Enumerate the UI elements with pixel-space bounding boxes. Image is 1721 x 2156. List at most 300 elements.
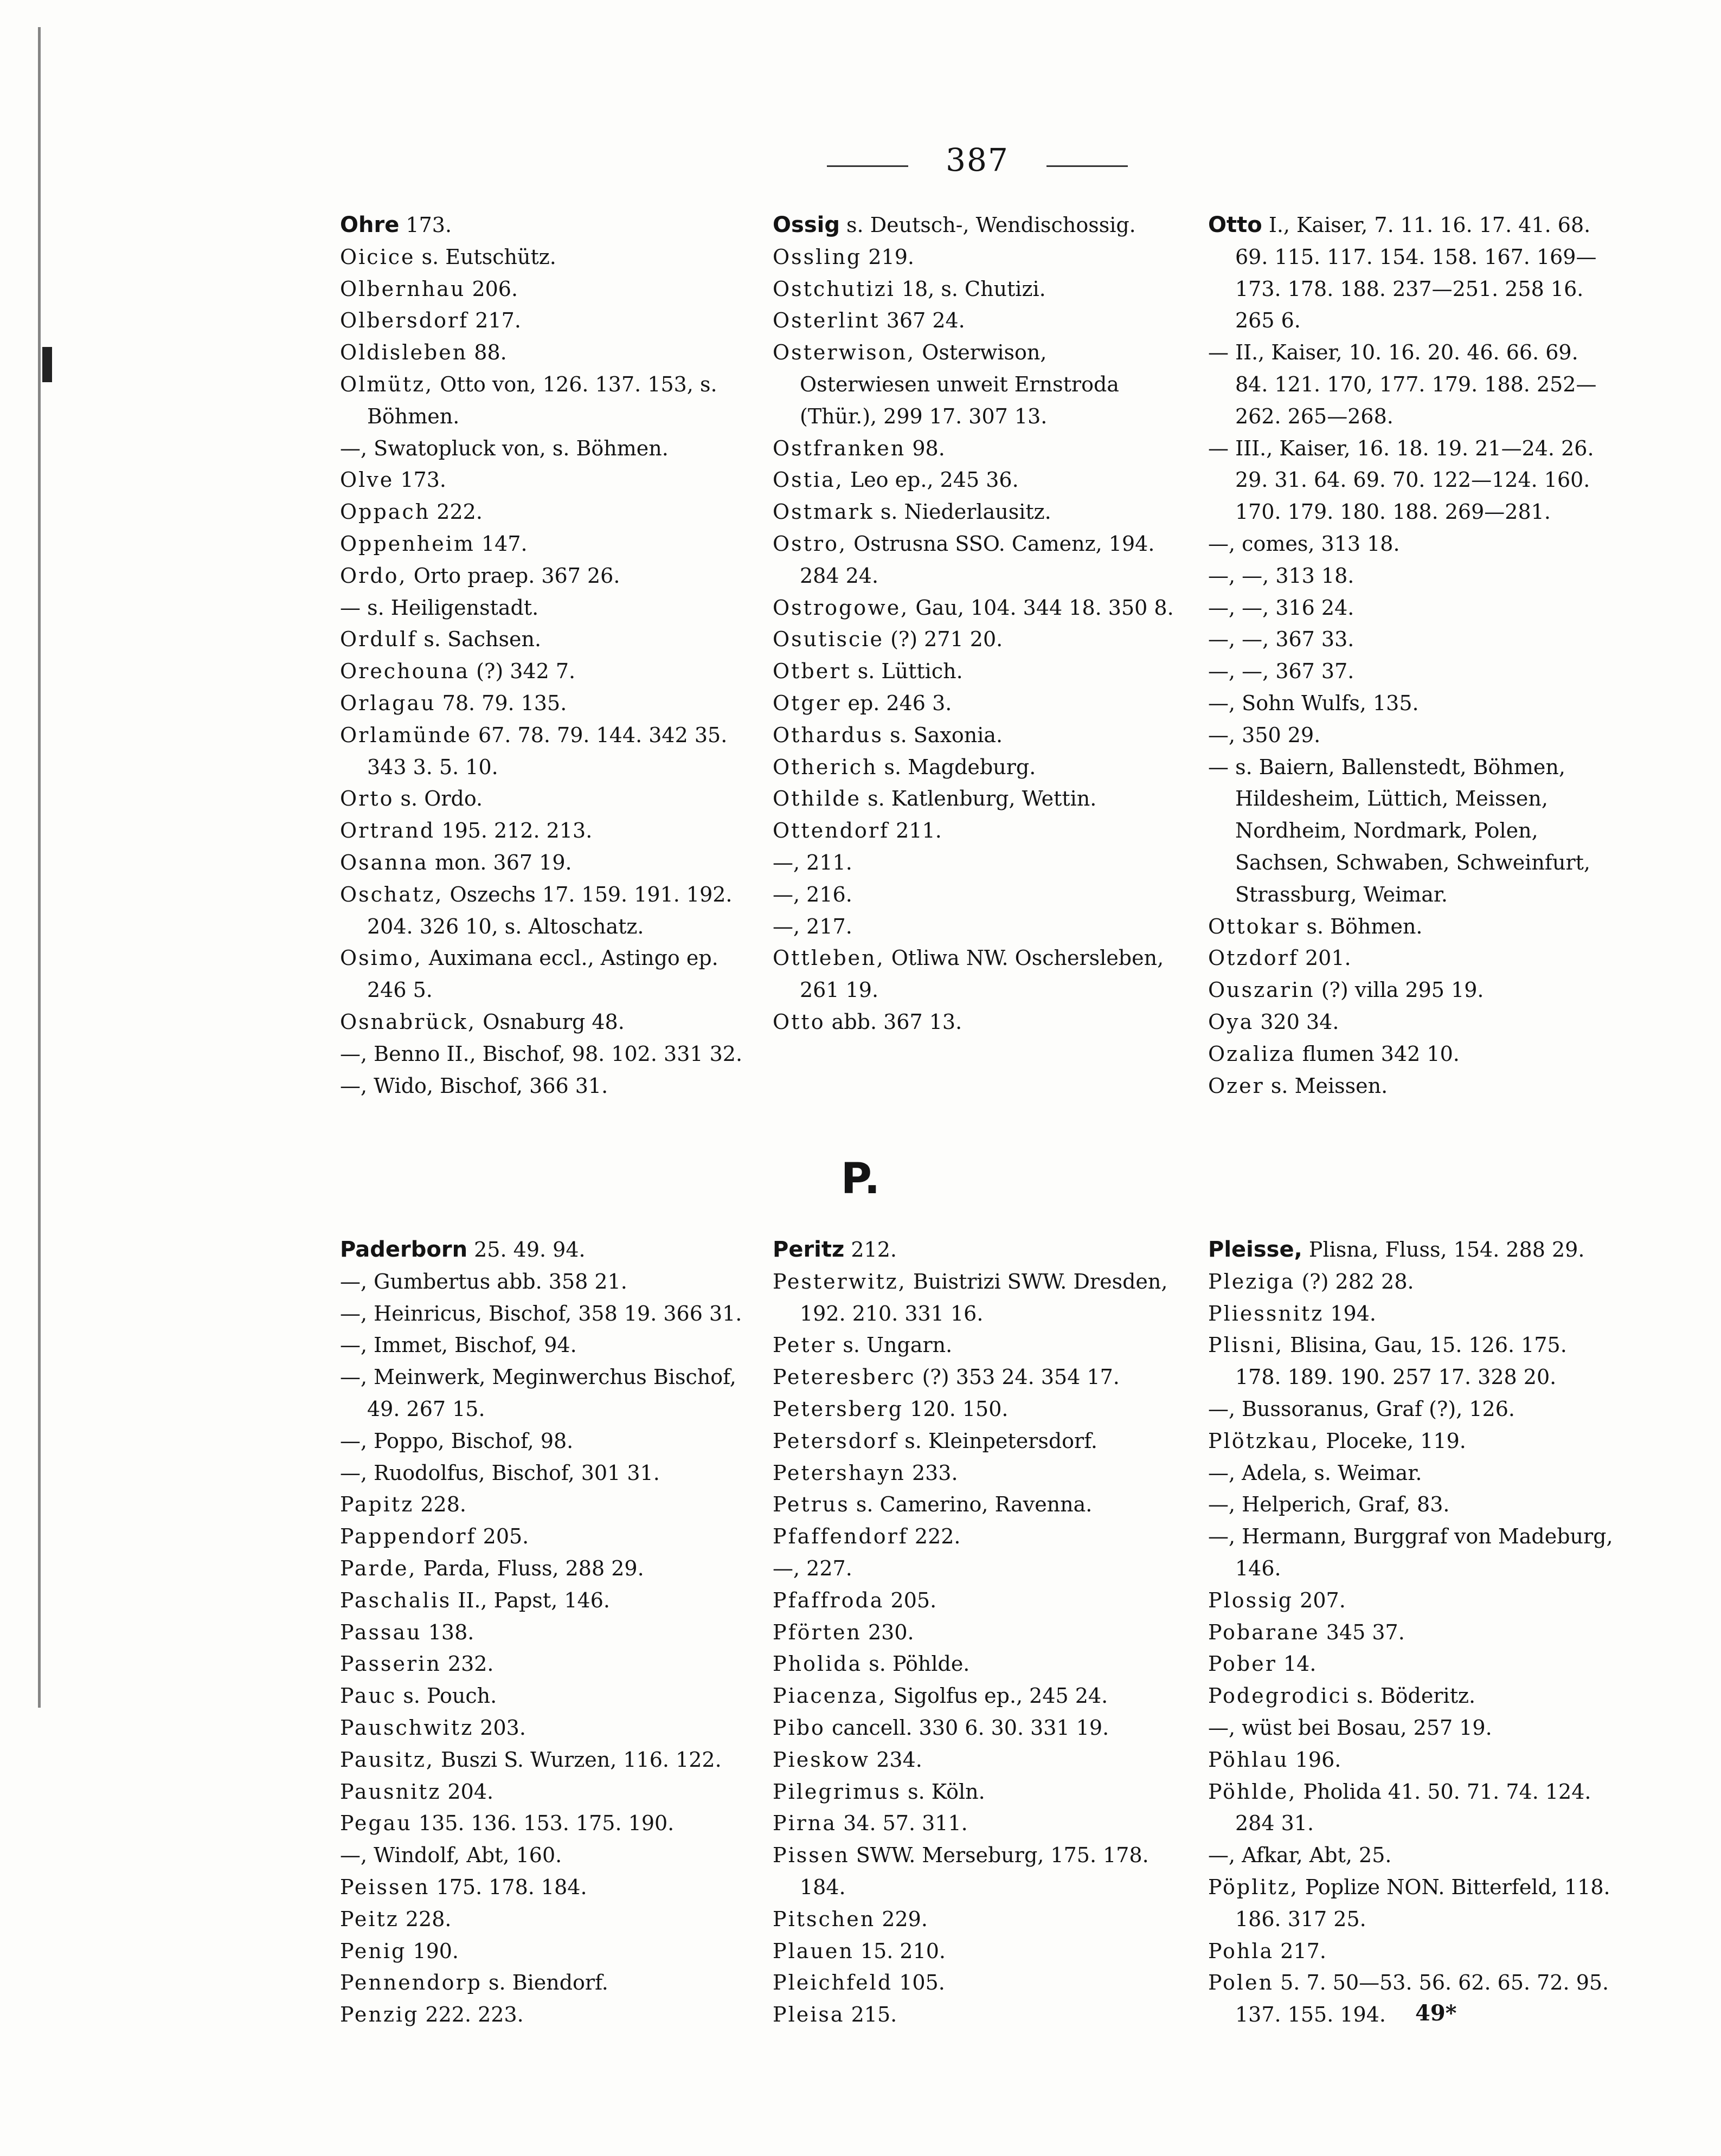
entry-text: Auximana eccl., Astingo ep. 246 5. <box>367 946 718 1002</box>
entry-headword: Peteresberc <box>773 1365 916 1389</box>
entry-text: —, 217. <box>773 914 852 938</box>
entry-headword: Podegrodici <box>1208 1684 1351 1708</box>
header-rule-left <box>827 165 908 167</box>
entry-headword: Olbersdorf <box>340 308 469 333</box>
entry-text: —, Ruodolfus, Bischof, 301 31. <box>340 1460 660 1485</box>
index-entry <box>773 1935 1182 1967</box>
entry-text: —, —, 367 33. <box>1208 627 1354 652</box>
entry-text: 234. <box>870 1747 922 1772</box>
entry-text: —, Sohn Wulfs, 135. <box>1208 691 1419 715</box>
index-entry <box>773 273 1182 305</box>
entry-headword: Peissen <box>340 1875 430 1899</box>
entry-headword: Otto <box>773 1009 825 1034</box>
index-entry <box>340 1489 749 1521</box>
entry-headword: Orto <box>340 787 394 811</box>
entry-text: s. Böderitz. <box>1350 1684 1476 1708</box>
entry-headword: Peitz <box>340 1907 399 1931</box>
entry-headword: Olbernhau <box>340 276 466 301</box>
entry-text: 219. <box>862 244 914 269</box>
entry-headword: Oppenheim <box>340 531 475 556</box>
entry-text: s. Lüttich. <box>851 659 963 684</box>
index-entry <box>773 1006 1182 1038</box>
entry-text: —, Poppo, Bischof, 98. <box>340 1428 574 1453</box>
entry-text: —, Benno II., Bischof, 98. 102. 331 32. <box>340 1041 743 1066</box>
entry-headword: Oschatz, <box>340 882 444 906</box>
index-entry <box>773 1807 1182 1839</box>
entry-text: —, comes, 313 18. <box>1208 531 1400 556</box>
entry-text: s. Katlenburg, Wettin. <box>861 787 1097 811</box>
entry-text: — III., Kaiser, 16. 18. 19. 21—24. 26. 29. 31. 64. 69. 70. 122—124. 160. 170. 179. 180. 188. 269—281. <box>1208 436 1594 524</box>
entry-headword: Pöhlde, <box>1208 1779 1297 1804</box>
index-entry <box>340 1680 749 1712</box>
index-entry <box>340 241 749 273</box>
entry-text: Osnaburg 48. <box>476 1009 625 1034</box>
entry-text: 78. 79. 135. <box>435 691 567 715</box>
index-entry <box>773 209 1182 241</box>
entry-text: Otliwa NW. Oschersleben, 261 19. <box>800 946 1164 1002</box>
index-entry <box>1208 1329 1617 1393</box>
index-column-3-bottom <box>1208 1234 1617 2031</box>
entry-text: (?) villa 295 19. <box>1314 978 1484 1002</box>
entry-headword: Osterlint <box>773 308 880 333</box>
index-entry <box>773 1617 1182 1649</box>
entry-text: Poplize NON. Bitterfeld, 118. 186. 317 25. <box>1235 1875 1610 1931</box>
index-entry <box>340 209 749 241</box>
entry-text: Plisna, Fluss, 154. 288 29. <box>1302 1238 1585 1262</box>
index-entry <box>1208 623 1617 655</box>
entry-text: Buszi S. Wurzen, 116. 122. <box>434 1747 722 1772</box>
entry-headword: Pesterwitz, <box>773 1269 907 1293</box>
entry-text: 207. <box>1293 1588 1346 1612</box>
index-entry <box>340 337 749 369</box>
index-entry <box>1208 1648 1617 1680</box>
index-entry <box>1208 1871 1617 1935</box>
index-entry <box>340 1521 749 1553</box>
entry-headword: Ossig <box>773 213 840 237</box>
index-entry <box>773 719 1182 751</box>
index-entry <box>1208 560 1617 592</box>
entry-text: Parda, Fluss, 288 29. <box>416 1556 644 1580</box>
index-entry <box>1208 751 1617 911</box>
entry-headword: Pförten <box>773 1620 862 1644</box>
index-entry <box>340 433 749 465</box>
index-entry <box>773 687 1182 719</box>
signature-mark: 49* <box>1415 2000 1457 2026</box>
entry-headword: Pibo <box>773 1715 825 1740</box>
index-entry <box>1208 1967 1617 2031</box>
entry-headword: Pappendorf <box>340 1524 477 1549</box>
index-entry <box>340 1457 749 1489</box>
entry-headword: Ostchutizi <box>773 276 895 301</box>
entry-text: 205. <box>476 1524 529 1549</box>
entry-headword: Orechouna <box>340 659 470 684</box>
entry-headword: Ohre <box>340 213 400 237</box>
entry-headword: Polen <box>1208 1971 1274 1995</box>
entry-text: s. Deutsch-, Wendischossig. <box>839 213 1136 237</box>
entry-text: mon. 367 19. <box>428 850 572 874</box>
entry-headword: Passerin <box>340 1652 441 1676</box>
binding-edge-mark <box>38 27 41 1708</box>
index-entry <box>773 337 1182 432</box>
entry-headword: Pleisa <box>773 2003 845 2027</box>
section-letter: P. <box>840 1155 881 1204</box>
index-entry <box>1208 1585 1617 1617</box>
index-entry <box>1208 433 1617 528</box>
index-entry <box>1208 528 1617 560</box>
index-entry <box>340 623 749 655</box>
index-entry <box>773 1266 1182 1330</box>
index-entry <box>340 1776 749 1808</box>
entry-text: s. Böhmen. <box>1300 914 1423 938</box>
entry-headword: Pfaffroda <box>773 1588 884 1612</box>
entry-text: II., Papst, 146. <box>451 1588 610 1612</box>
index-entry <box>340 273 749 305</box>
entry-text: s. Eutschütz. <box>415 244 556 269</box>
index-entry <box>340 369 749 433</box>
entry-headword: Paderborn <box>340 1237 468 1262</box>
entry-headword: Ostrogowe, <box>773 595 909 620</box>
entry-text: I., Kaiser, 7. 11. 16. 17. 41. 68. 69. 115. 117. 154. 158. 167. 169—173. 178. 188. 237—251. 258 16. 265 6. <box>1235 213 1597 333</box>
index-entry <box>1208 1839 1617 1871</box>
index-entry <box>773 847 1182 879</box>
index-entry <box>1208 1521 1617 1585</box>
entry-headword: Pöplitz, <box>1208 1875 1299 1899</box>
entry-text: —, Meinwerk, Meginwerchus Bischof, 49. 267 15. <box>340 1365 736 1421</box>
index-entry <box>1208 1070 1617 1102</box>
entry-text: 14. <box>1276 1652 1317 1676</box>
index-entry <box>773 911 1182 943</box>
index-entry <box>340 1807 749 1839</box>
entry-headword: Oldisleben <box>340 340 468 365</box>
entry-text: 205. <box>884 1588 937 1612</box>
entry-text: Ploceke, 119. <box>1319 1428 1466 1453</box>
index-entry <box>1208 1489 1617 1521</box>
index-entry <box>1208 1457 1617 1489</box>
index-column-1-bottom <box>340 1234 749 2031</box>
index-entry <box>1208 592 1617 624</box>
entry-headword: Petrus <box>773 1492 850 1517</box>
index-entry <box>340 1553 749 1585</box>
index-entry <box>773 942 1182 1006</box>
index-entry <box>340 1744 749 1776</box>
entry-headword: Plauen <box>773 1939 854 1963</box>
index-entry <box>340 1999 749 2031</box>
index-entry <box>773 1553 1182 1585</box>
entry-text: 217. <box>1274 1939 1326 1963</box>
entry-headword: Peter <box>773 1333 837 1357</box>
entry-headword: Ostro, <box>773 531 847 556</box>
entry-text: 233. <box>905 1460 958 1485</box>
entry-text: 135. 136. 153. 175. 190. <box>412 1811 675 1836</box>
index-entry <box>773 1329 1182 1361</box>
entry-text: 15. 210. <box>853 1939 946 1963</box>
entry-text: —, Afkar, Abt, 25. <box>1208 1843 1392 1868</box>
entry-text: 18, s. Chutizi. <box>895 276 1046 301</box>
index-entry <box>1208 719 1617 751</box>
entry-text: —, —, 316 24. <box>1208 595 1354 620</box>
entry-headword: Pohla <box>1208 1939 1274 1963</box>
entry-text: — s. Baiern, Ballenstedt, Böhmen, Hildesheim, Lüttich, Meissen, Nordheim, Nordmark, Polen, Sachsen, Schwaben, Schweinfurt, Strassburg, Weimar. <box>1208 755 1590 906</box>
entry-text: Blisina, Gau, 15. 126. 175. 178. 189. 190. 257 17. 328 20. <box>1235 1333 1567 1389</box>
index-entry <box>1208 1425 1617 1457</box>
entry-text: s. Ordo. <box>394 787 483 811</box>
index-entry <box>773 592 1182 624</box>
index-entry <box>340 592 749 624</box>
entry-text: — II., Kaiser, 10. 16. 20. 46. 66. 69. 84. 121. 170, 177. 179. 188. 252—262. 265—268. <box>1208 340 1597 428</box>
entry-text: 212. <box>844 1238 897 1262</box>
entry-headword: Ozer <box>1208 1073 1264 1098</box>
entry-text: 230. <box>861 1620 914 1644</box>
entry-headword: Ostmark <box>773 500 874 524</box>
entry-text: 138. <box>421 1620 474 1644</box>
entry-headword: Osterwison, <box>773 340 916 365</box>
entry-headword: Petersberg <box>773 1396 904 1421</box>
index-entry <box>340 1006 749 1038</box>
entry-headword: Pegau <box>340 1811 412 1836</box>
entry-headword: Oicice <box>340 244 415 269</box>
entry-text: cancell. 330 6. 30. 331 19. <box>825 1715 1109 1740</box>
entry-headword: Pauc <box>340 1684 397 1708</box>
entry-text: 34. 57. 311. <box>837 1811 968 1836</box>
index-entry <box>1208 911 1617 943</box>
index-entry <box>340 1871 749 1903</box>
entry-text: Pholida 41. 50. 71. 74. 124. 284 31. <box>1235 1779 1591 1836</box>
entry-text: —, Hermann, Burggraf von Madeburg, 146. <box>1208 1524 1613 1580</box>
entry-headword: Ostia, <box>773 468 844 492</box>
entry-headword: Pauschwitz <box>340 1715 474 1740</box>
entry-text: —, Swatopluck von, s. Böhmen. <box>340 436 669 460</box>
entry-headword: Othilde <box>773 787 862 811</box>
index-entry <box>1208 1006 1617 1038</box>
index-entry <box>340 1712 749 1744</box>
entry-text: s. Niederlausitz. <box>874 500 1051 524</box>
entry-headword: Ozaliza <box>1208 1041 1296 1066</box>
entry-headword: Ouszarin <box>1208 978 1315 1002</box>
entry-text: s. Saxonia. <box>883 723 1003 747</box>
index-entry <box>1208 1234 1617 1266</box>
index-entry <box>340 655 749 687</box>
entry-text: 228. <box>399 1907 452 1931</box>
entry-headword: Pilegrimus <box>773 1779 902 1804</box>
entry-text: 5. 7. 50—53. 56. 62. 65. 72. 95. 137. 155. 194. <box>1235 1971 1609 2027</box>
entry-headword: Otbert <box>773 659 851 684</box>
entry-text: s. Sachsen. <box>417 627 542 652</box>
entry-text: 204. <box>441 1779 494 1804</box>
index-entry <box>773 623 1182 655</box>
entry-headword: Osnabrück, <box>340 1009 477 1034</box>
entry-text: abb. 367 13. <box>825 1009 962 1034</box>
index-entry <box>1208 1776 1617 1840</box>
index-entry <box>773 751 1182 783</box>
entry-text: 345 37. <box>1319 1620 1405 1644</box>
entry-headword: Piacenza, <box>773 1684 887 1708</box>
index-entry <box>1208 1393 1617 1425</box>
entry-headword: Pleichfeld <box>773 1971 893 1995</box>
index-entry <box>1208 1680 1617 1712</box>
index-entry <box>773 1234 1182 1266</box>
page-header <box>0 138 1721 182</box>
index-entry <box>340 1298 749 1330</box>
index-entry <box>773 1585 1182 1617</box>
entry-text: —, 350 29. <box>1208 723 1321 747</box>
index-entry <box>1208 1298 1617 1330</box>
entry-text: Sigolfus ep., 245 24. <box>887 1684 1108 1708</box>
entry-headword: Olve <box>340 468 394 492</box>
index-entry <box>340 1234 749 1266</box>
index-entry <box>773 496 1182 528</box>
entry-headword: Pieskow <box>773 1747 870 1772</box>
entry-text: —, —, 313 18. <box>1208 563 1354 588</box>
index-entry <box>773 1744 1182 1776</box>
entry-text: 105. <box>892 1971 945 1995</box>
entry-headword: Ortrand <box>340 819 435 843</box>
entry-text: 229. <box>875 1907 928 1931</box>
entry-text: s. Meissen. <box>1264 1073 1388 1098</box>
entry-text: —, Windolf, Abt, 160. <box>340 1843 562 1868</box>
index-entry <box>340 815 749 847</box>
index-entry <box>1208 209 1617 337</box>
index-entry <box>340 560 749 592</box>
index-entry <box>340 305 749 337</box>
entry-headword: Papitz <box>340 1492 414 1517</box>
entry-text: Leo ep., 245 36. <box>843 468 1019 492</box>
index-entry <box>340 1967 749 1999</box>
index-entry <box>340 1070 749 1102</box>
entry-text: —, 216. <box>773 882 852 906</box>
entry-headword: Otzdorf <box>1208 946 1299 970</box>
entry-text: Otto von, 126. 137. 153, s. Böhmen. <box>367 372 717 428</box>
entry-text: 206. <box>465 276 518 301</box>
entry-text: 367 24. <box>879 308 965 333</box>
index-entry <box>773 1680 1182 1712</box>
entry-text: 88. <box>467 340 507 365</box>
index-entry <box>1208 655 1617 687</box>
entry-text: Buistrizi SWW. Dresden, 192. 210. 331 16. <box>800 1269 1168 1325</box>
entry-headword: Otherich <box>773 755 878 779</box>
entry-headword: Plossig <box>1208 1588 1294 1612</box>
entry-headword: Plisni, <box>1208 1333 1284 1357</box>
index-entry <box>773 1393 1182 1425</box>
entry-text: (?) 271 20. <box>883 627 1003 652</box>
index-entry <box>1208 1744 1617 1776</box>
entry-headword: Penzig <box>340 2003 419 2027</box>
index-entry <box>773 1903 1182 1935</box>
index-entry <box>773 241 1182 273</box>
entry-text: 201. <box>1298 946 1351 970</box>
entry-text: —, 227. <box>773 1556 852 1580</box>
entry-text: Osterwison, Osterwiesen unweit Ernstroda (Thür.), 299 17. 307 13. <box>800 340 1119 428</box>
index-entry <box>340 1361 749 1425</box>
index-entry <box>773 464 1182 496</box>
entry-text: 190. <box>406 1939 459 1963</box>
index-entry <box>340 1329 749 1361</box>
index-entry <box>773 1712 1182 1744</box>
entry-headword: Ottleben, <box>773 946 885 970</box>
entry-text: Orto praep. 367 26. <box>407 563 620 588</box>
entry-headword: Pöhlau <box>1208 1747 1289 1772</box>
index-entry <box>773 305 1182 337</box>
entry-text: s. Ungarn. <box>836 1333 953 1357</box>
entry-headword: Pleziga <box>1208 1269 1295 1293</box>
entry-text: 175. 178. 184. <box>429 1875 587 1899</box>
entry-headword: Pausitz, <box>340 1747 435 1772</box>
index-entry <box>340 879 749 943</box>
entry-headword: Pissen <box>773 1843 850 1868</box>
entry-text: s. Camerino, Ravenna. <box>849 1492 1093 1517</box>
entry-text: 203. <box>473 1715 526 1740</box>
index-entry <box>1208 1617 1617 1649</box>
entry-text: 67. 78. 79. 144. 342 35. 343 3. 5. 10. <box>367 723 728 779</box>
entry-text: —, Bussoranus, Graf (?), 126. <box>1208 1396 1515 1421</box>
header-rule-right <box>1046 165 1128 167</box>
entry-text: 196. <box>1288 1747 1341 1772</box>
entry-headword: Ottendorf <box>773 819 890 843</box>
entry-headword: Pfaffendorf <box>773 1524 908 1549</box>
entry-text: 173. <box>399 213 452 237</box>
index-entry <box>340 1425 749 1457</box>
entry-headword: Pleisse, <box>1208 1237 1302 1262</box>
entry-headword: Peritz <box>773 1237 845 1262</box>
entry-text: 194. <box>1324 1301 1376 1325</box>
entry-text: (?) 353 24. 354 17. <box>915 1365 1120 1389</box>
index-entry <box>773 1457 1182 1489</box>
index-entry <box>340 719 749 783</box>
entry-text: Ostrusna SSO. Camenz, 194. 284 24. <box>800 531 1155 588</box>
entry-text: (?) 342 7. <box>470 659 576 684</box>
entry-text: 120. 150. <box>903 1396 1009 1421</box>
entry-text: Gau, 104. 344 18. 350 8. <box>909 595 1174 620</box>
entry-text: 147. <box>474 531 528 556</box>
page-number: 387 <box>946 141 1009 178</box>
entry-headword: Pausnitz <box>340 1779 441 1804</box>
entry-headword: Pliessnitz <box>1208 1301 1324 1325</box>
entry-text: 25. 49. 94. <box>467 1238 586 1262</box>
entry-text: —, Gumbertus abb. 358 21. <box>340 1269 627 1293</box>
index-entry <box>340 783 749 815</box>
entry-text: 195. 212. 213. <box>435 819 593 843</box>
entry-headword: Pholida <box>773 1652 863 1676</box>
index-entry <box>340 942 749 1006</box>
index-entry <box>340 1266 749 1298</box>
index-entry <box>773 1361 1182 1393</box>
entry-headword: Pennendorp <box>340 1971 482 1995</box>
index-entry <box>340 1648 749 1680</box>
index-entry <box>773 1839 1182 1903</box>
entry-text: —, Helperich, Graf, 83. <box>1208 1492 1450 1517</box>
index-entry <box>340 1903 749 1935</box>
entry-text: 217. <box>468 308 521 333</box>
entry-text: —, Adela, s. Weimar. <box>1208 1460 1422 1485</box>
entry-headword: Passau <box>340 1620 422 1644</box>
entry-headword: Othardus <box>773 723 884 747</box>
entry-headword: Oppach <box>340 500 431 524</box>
entry-text: —, Immet, Bischof, 94. <box>340 1333 577 1357</box>
entry-headword: Penig <box>340 1939 407 1963</box>
entry-headword: Plötzkau, <box>1208 1428 1320 1453</box>
index-entry <box>1208 1712 1617 1744</box>
binding-edge-blot <box>42 347 52 382</box>
entry-text: —, wüst bei Bosau, 257 19. <box>1208 1715 1492 1740</box>
index-entry <box>773 1521 1182 1553</box>
index-entry <box>773 1776 1182 1808</box>
index-entry <box>773 879 1182 911</box>
index-entry <box>340 464 749 496</box>
index-entry <box>773 528 1182 592</box>
entry-text: s. Kleinpetersdorf. <box>898 1428 1098 1453</box>
index-entry <box>773 1489 1182 1521</box>
entry-text: —, 211. <box>773 850 852 874</box>
entry-text: s. Pouch. <box>396 1684 497 1708</box>
